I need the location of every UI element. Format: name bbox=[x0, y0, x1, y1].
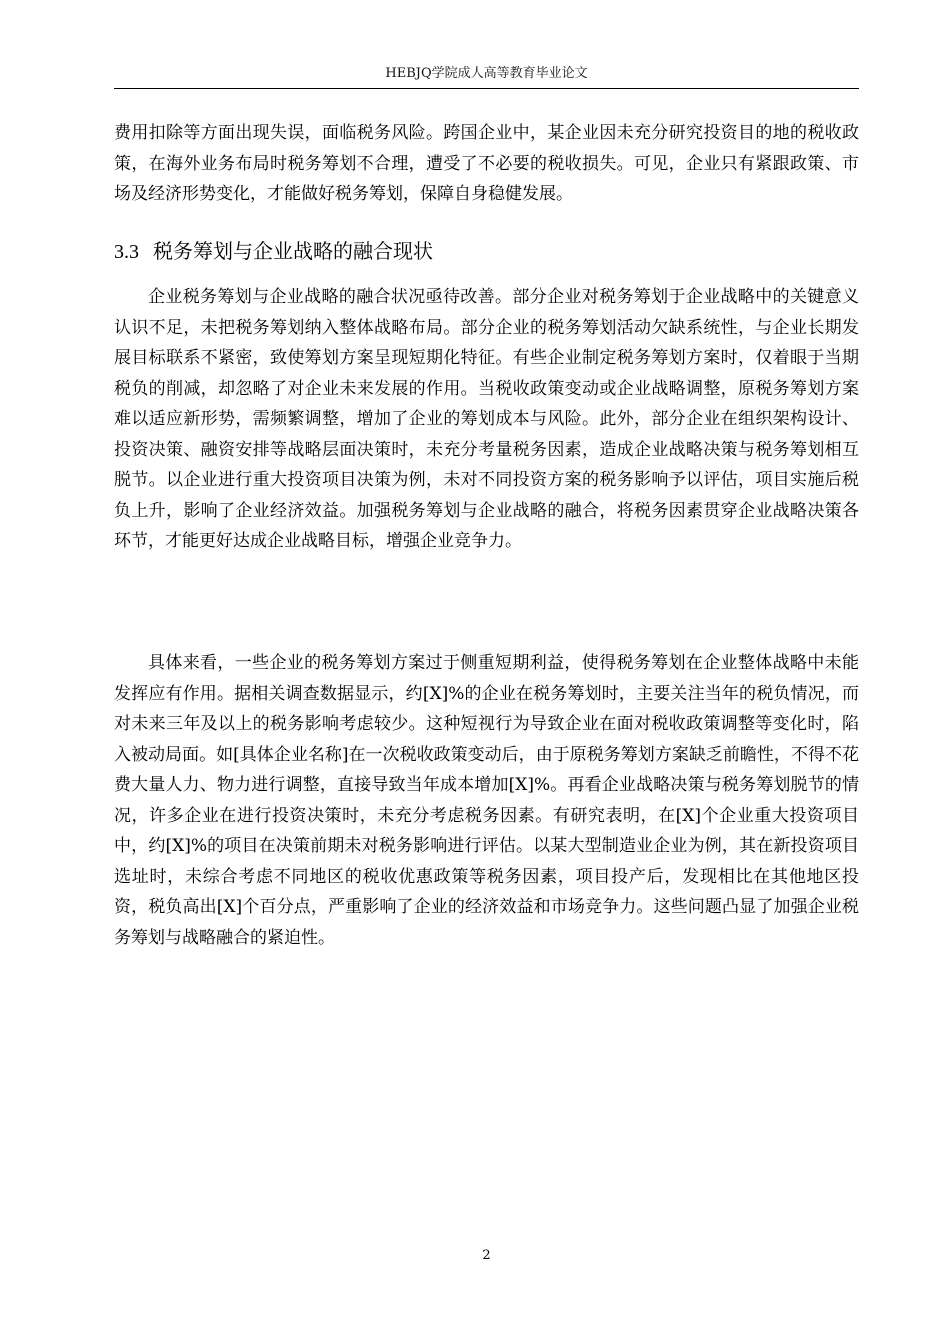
paragraph: 企业税务筹划与企业战略的融合状况亟待改善。部分企业对税务筹划于企业战略中的关键意义认识不足，未把税务筹划纳入整体战略布局。部分企业的税务筹划活动欠缺系统性，与企业长期发展目标联系不紧密，致使筹划方案呈现短期化特征。有些企业制定税务筹划方案时，仅着眼于当期税负的削减，却忽略了对企业未来发展的作用。当税收政策变动或企业战略调整，原税务筹划方案难以适应新形势，需频繁调整，增加了企业的筹划成本与风险。此外，部分企业在组织架构设计、投资决策、融资安排等战略层面决策时，未充分考量税务因素，造成企业战略决策与税务筹划相互脱节。以企业进行重大投资项目决策为例，未对不同投资方案的税务影响予以评估，项目实施后税负上升，影响了企业经济效益。加强税务筹划与企业战略的融合，将税务因素贯穿企业战略决策各环节，才能更好达成企业战略目标，增强企业竞争力。 bbox=[114, 287, 859, 551]
section-title: 税务筹划与企业战略的融合现状 bbox=[153, 239, 433, 263]
paragraph: 具体来看，一些企业的税务筹划方案过于侧重短期利益，使得税务筹划在企业整体战略中未能发挥应有作用。据相关调查数据显示，约[X]%的企业在税务筹划时，主要关注当年的税负情况，而对未来三年及以上的税务影响考虑较少。这种短视行为导致企业在面对税收政策调整等变化时，陷入被动局面。如[具体企业名称]在一次税收政策变动后，由于原税务筹划方案缺乏前瞻性，不得不花费大量人力、物力进行调整，直接导致当年成本增加[X]%。再看企业战略决策与税务筹划脱节的情况，许多企业在进行投资决策时，未充分考虑税务因素。有研究表明，在[X]个企业重大投资项目中，约[X]%的项目在决策前期未对税务影响进行评估。以某大型制造业企业为例，其在新投资项目选址时，未综合考虑不同地区的税收优惠政策等税务因素，项目投产后，发现相比在其他地区投资，税负高出[X]个百分点，严重影响了企业的经济效益和市场竞争力。这些问题凸显了加强企业税务筹划与战略融合的紧迫性。 bbox=[114, 653, 859, 948]
page-header: HEBJQ学院成人高等教育毕业论文 bbox=[385, 66, 588, 81]
paragraph-continued: 费用扣除等方面出现失误，面临税务风险。跨国企业中，某企业因未充分研究投资目的地的税收政策，在海外业务布局时税务筹划不合理，遭受了不必要的税收损失。可见，企业只有紧跟政策、市场及经济形势变化，才能做好税务筹划，保障自身稳健发展。 bbox=[114, 123, 859, 204]
page-number: 2 bbox=[482, 1248, 491, 1263]
section-heading bbox=[114, 237, 859, 266]
section-number: 3.3 bbox=[114, 241, 139, 263]
header-divider bbox=[114, 88, 859, 89]
